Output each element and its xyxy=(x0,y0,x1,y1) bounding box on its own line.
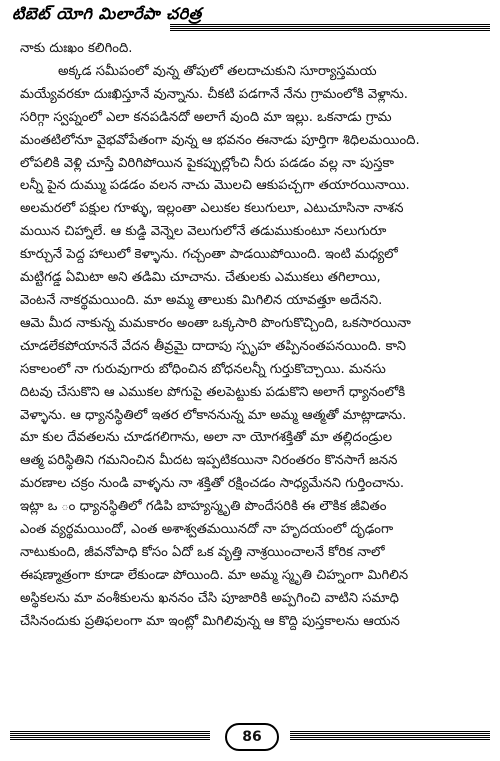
text-line: చేసినందుకు ప్రతిఫలంగా మా ఇంట్లో మిగిలివున్న ఆ కొద్ది పుస్తకాలను ఆయన xyxy=(20,613,400,629)
text-line: మయిన చిహ్నాలే. ఆ కుడ్డి వెన్నెల వెలుగులోనే తడుముకుంటూ నలుగురూ xyxy=(20,224,387,240)
text-line: ఆత్మ పరిస్థితిని గమనించిన మీదట ఇప్పటికయినా నిరంతరం కొనసాగే జనన xyxy=(20,453,398,469)
text-line: ఇట్లా ఒ ం ధ్యానస్థితిలో గడిపి బాహ్యస్మృతి పొందేసరికి ఈ లౌకిక జీవితం xyxy=(20,499,387,515)
text-line: మట్టిగడ్డ ఏమిటా అని తడిమి చూచాను. చేతులకు ఎముకలు తగిలాయి, xyxy=(20,270,381,286)
text-line: అక్కడ సమీపంలో వున్న తోపులో తలదాచుకుని సూర్యాస్తమయ xyxy=(58,63,377,79)
page-header xyxy=(10,2,490,34)
text-line: దిటవు చేసుకొని ఆ ఎముకల పోగుపై తలపెట్టుకు పడుకొని అలాగే ధ్యానంలోకి xyxy=(20,384,406,400)
text-line: లోపలికి వెళ్లి చూస్తే విరిగిపోయిన పైకప్పుల్లోంచి నీరు పడడం వల్ల నా పుస్తకా xyxy=(20,155,394,171)
footer-rule-right xyxy=(290,731,490,741)
text-line: లన్నీ పైన దుమ్ము పడడం వలన నాచు మొలచి ఆకుపచ్చగా తయారయినాయి. xyxy=(20,178,410,194)
text-line: ఎంత వ్యర్థమయిందో, ఎంత అశాశ్వతమయినదో నా హృదయంలో దృఢంగా xyxy=(20,522,394,538)
page-footer xyxy=(10,721,490,751)
text-line: నాకు దుఃఖం కలిగింది. xyxy=(20,41,133,56)
page-body xyxy=(20,38,482,634)
text-line: వెళ్ళాను. ఆ ధ్యానస్థితిలో ఇతర లోకాననున్న మా అమ్మ ఆత్మతో మాట్లాడాను. xyxy=(20,407,407,423)
text-line: ఆమె మీద నాకున్న మమకారం అంతా ఒక్కసారి పొంగుకొచ్చింది, ఒకసారయినా xyxy=(20,315,411,331)
page-number: 86 xyxy=(225,723,279,751)
text-line: చూడలేకపోయాననే వేదన తీవ్రమై దాదాపు స్పృహ తప్పినంతపనయింది. కాని xyxy=(20,338,406,354)
header-rule xyxy=(170,24,490,32)
text-line: సకాలంలో నా గురువుగారు బోధించిన బోధనలన్నీ గుర్తుకొచ్చాయి. మనసు xyxy=(20,361,386,377)
text-line: మయ్యేవరకూ దుఃఖిస్తూనే వున్నాను. చీకటి పడగానే నేను గ్రామంలోకి వెళ్లాను. xyxy=(20,86,408,102)
text-line: మా కుల దేవతలను చూడగలిగాను, అలా నా యోగశక్తితో మా తల్లిదండ్రుల xyxy=(20,430,393,446)
text-line: ఈషణ్మాత్రంగా కూడా లేకుండా పోయింది. మా అమ్మ స్మృతి చిహ్నంగా మిగిలిన xyxy=(20,567,409,583)
text-line: అస్థికలను మా వంశీకులను ఖననం చేసి పూజారికి అప్పగించి వాటిని సమాధి xyxy=(20,590,399,606)
text-line: మంతటిలోనూ వైభవోపేతంగా వున్న ఆ భవనం ఈనాడు పూర్తిగా శిధిలమయింది. xyxy=(20,132,420,148)
book-title: టిబెట్ యోగి మిలారేపా చరిత్ర xyxy=(12,4,202,23)
text-line: మరణాల చక్రం నుండి వాళ్ళను నా శక్తితో రక్షించడం సాధ్యమేనని గుర్తించాను. xyxy=(20,476,405,492)
text-line: అలమరలో పక్షుల గూళ్ళు, ఇల్లంతా ఎలుకల కలుగులూ, ఎటుచూసినా నాశన xyxy=(20,201,404,217)
text-line: వెంటనే నాకర్థమయింది. మా అమ్మ తాలుకు మిగిలిన యావత్తూ అదేనని. xyxy=(20,292,383,308)
text-line: కూర్చునే పెద్ద హాలులో కెళ్ళాను. గచ్చంతా పాడయిపోయింది. ఇంటి మధ్యలో xyxy=(20,247,398,263)
text-line: సరిగ్గా స్వప్నంలో ఎలా కనపడినదో అలాగే వుంది మా ఇల్లు. ఒకనాడు గ్రామ xyxy=(20,109,392,125)
footer-rule-left xyxy=(10,731,210,741)
text-line: నాటుకుంది, జీవనోపాధి కోసం ఏదో ఒక వృత్తి నాశ్రయించాలనే కోరిక నాలో xyxy=(20,544,385,560)
